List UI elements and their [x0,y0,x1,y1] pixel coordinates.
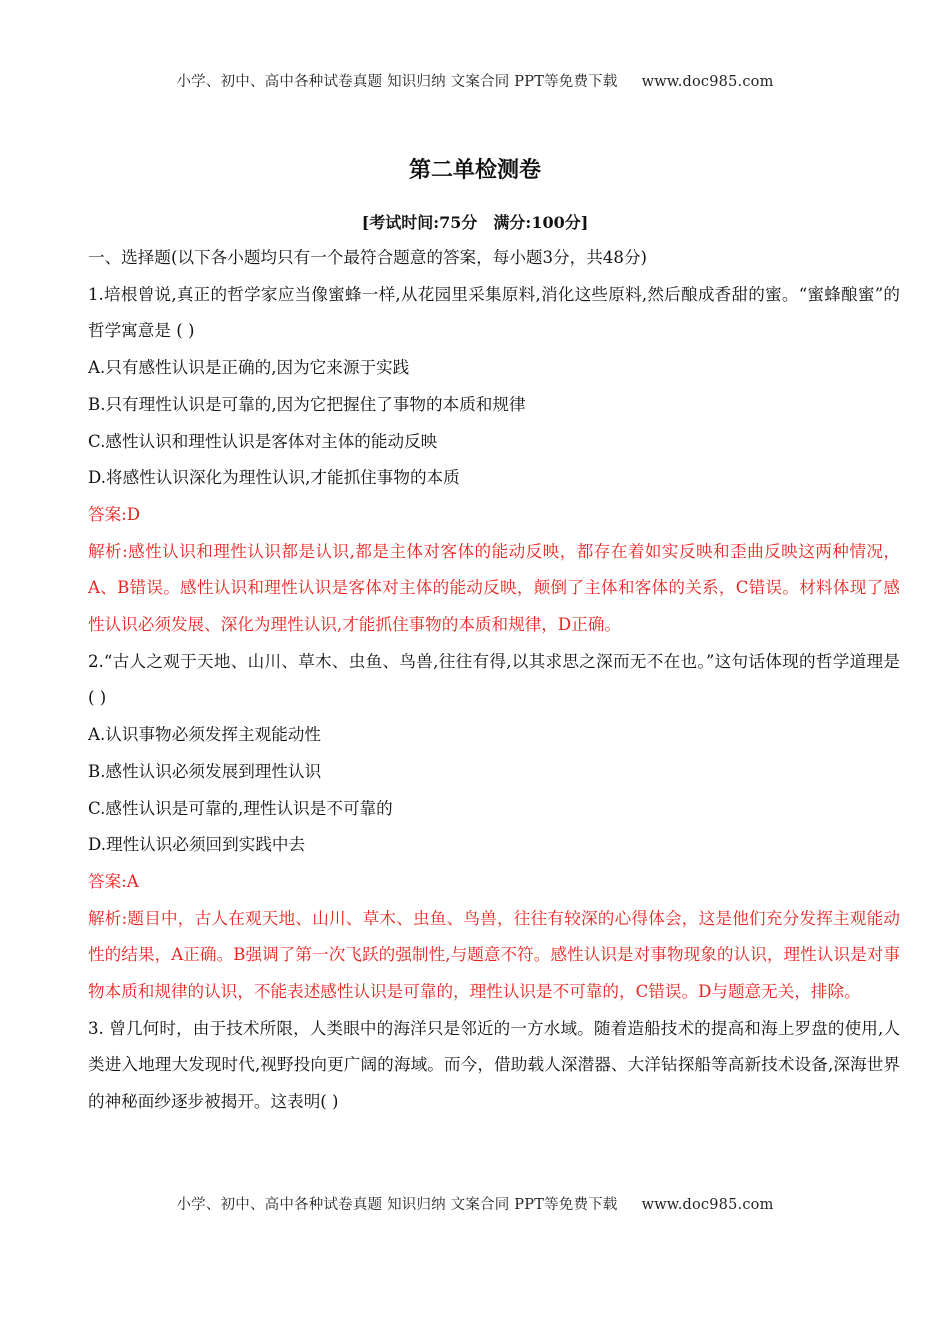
footer-site: www.doc985.com [641,1197,774,1213]
page-header [0,70,950,91]
exam-meta: [考试时间:75分 满分:100分] [361,213,589,232]
exam-title: 第二单检测卷 [408,158,541,183]
q1-option-a: A.只有感性认识是正确的,因为它来源于实践 [88,358,410,378]
q1-option-b: B.只有理性认识是可靠的,因为它把握住了事物的本质和规律 [88,394,526,414]
header-site: www.doc985.com [641,74,774,90]
q1-analysis: 解析:感性认识和理性认识都是认识,都是主体对客体的能动反映，都存在着如实反映和歪曲反映这两种情况，A、B错误。感性认识和理性认识是客体对主体的能动反映，颠倒了主体和客体的关系，C错误。材料体现了感性认识必须发展、深化为理性认识,才能抓住事物的本质和规律，D正确。 [88,541,900,635]
q1-option-c: C.感性认识和理性认识是客体对主体的能动反映 [88,431,438,451]
exam-body [88,240,922,1121]
q2-answer: 答案:A [88,871,139,891]
header-text: 小学、初中、高中各种试卷真题 知识归纳 文案合同 PPT等免费下载 [176,74,618,90]
q1-stem: 1.培根曾说,真正的哲学家应当像蜜蜂一样,从花园里采集原料,消化这些原料,然后酿成香甜的蜜。“蜜蜂酿蜜”的哲学寓意是 ( ) [88,284,900,341]
q1-answer: 答案:D [88,504,141,524]
q2-option-a: A.认识事物必须发挥主观能动性 [88,725,321,745]
q2-option-d: D.理性认识必须回到实践中去 [88,835,306,855]
page-footer [0,1193,950,1214]
q2-option-b: B.感性认识必须发展到理性认识 [88,761,322,781]
footer-text: 小学、初中、高中各种试卷真题 知识归纳 文案合同 PPT等免费下载 [176,1197,618,1213]
q3-stem: 3. 曾几何时，由于技术所限，人类眼中的海洋只是邻近的一方水域。随着造船技术的提高和海上罗盘的使用,人类进入地理大发现时代,视野投向更广阔的海域。而今，借助载人深潜器、大洋钻探船等高新技术设备,深海世界的神秘面纱逐步被揭开。这表明( ) [88,1018,900,1112]
section-heading: 一、选择题(以下各小题均只有一个最符合题意的答案，每小题3分，共48分) [88,248,648,267]
q2-option-c: C.感性认识是可靠的,理性认识是不可靠的 [88,798,393,818]
q1-option-d: D.将感性认识深化为理性认识,才能抓住事物的本质 [88,468,460,488]
q2-stem: 2.“古人之观于天地、山川、草木、虫鱼、鸟兽,往往有得,以其求思之深而无不在也。”这句话体现的哲学道理是 ( ) [88,651,922,708]
q2-analysis: 解析:题目中，古人在观天地、山川、草木、虫鱼、鸟兽，往往有较深的心得体会，这是他们充分发挥主观能动性的结果，A正确。B强调了第一次飞跃的强制性,与题意不符。感性认识是对事物现象的认识，理性认识是对事物本质和规律的认识，不能表述感性认识是可靠的，理性认识是不可靠的，C错误。D与题意无关，排除。 [88,908,900,1002]
